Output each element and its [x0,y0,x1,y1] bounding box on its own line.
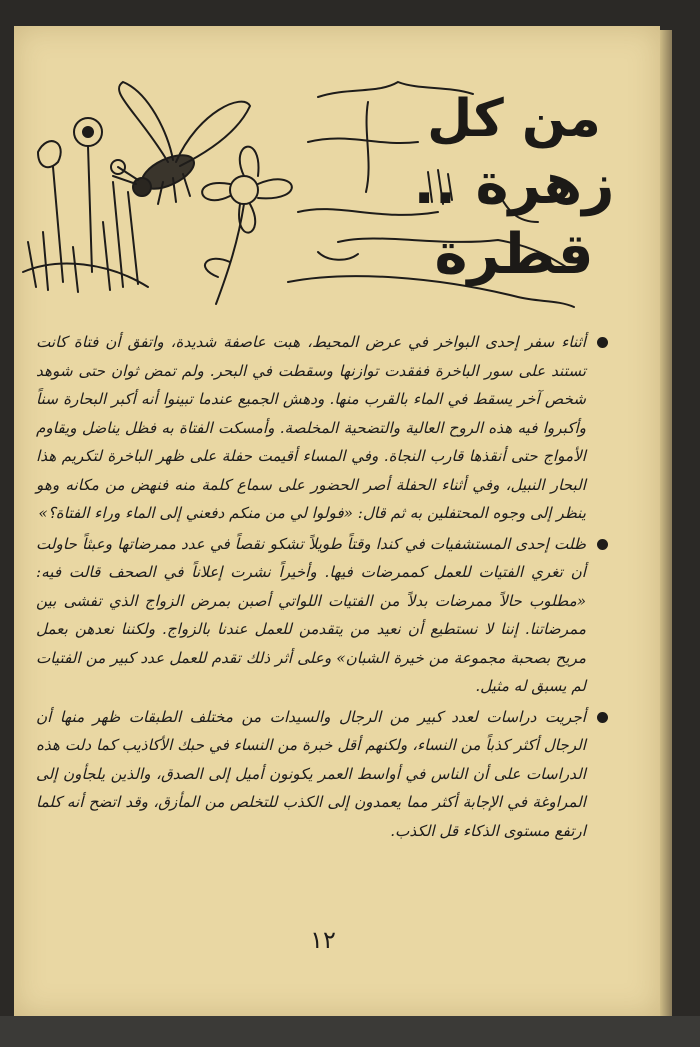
paragraph-text: ظلت إحدى المستشفيات في كندا وقتاً طويلاً تشكو نقصاً في عدد ممرضاتها وعبثاً حاولت أن تغري الفتيات للعمل كممرضات فيها. وأخيراً نشرت إعلاناً في الصحف قالت فيه: «مطلوب حالاً ممرضات بدلاً من الفتيات اللواتي أصبن بمرض الزواج الذي تفشى بين ممرضاتنا. إننا لا نستطيع أن نعيد من يتقدمن للعمل عندنا بالزواج. ولكننا نعدهن بعمل مريح بصحبة مجموعة من خيرة الشبان» وعلى أثر ذلك تقدم للعمل عدد كبير من الفتيات لم يسبق له مثيل. [36,534,586,695]
page-number: ١٢ [310,926,336,954]
bee-icon [113,82,250,204]
flower-icon [202,147,292,304]
paragraph-1 [36,328,608,528]
paragraph-2 [36,530,608,701]
bullet-icon [597,337,608,348]
paragraph-text: أجريت دراسات لعدد كبير من الرجال والسيدات من مختلف الطبقات ظهر منها أن الرجال أكثر كذباً من النساء، ولكنهم أقل خبرة من النساء في حبك الأكاذيب كما دلت هذه الدراسات على أن الناس في أواسط العمر يكونون أميل إلى الصدق، والذين يلجأون إلى المراوغة في الإجابة أكثر مما يعمدون إلى الكذب للتخلص من المأزق، وقد اتضح أنه كلما ارتفع مستوى الذكاء قل الكذب. [36,707,586,840]
page-edge [660,30,672,1020]
bullet-icon [597,539,608,550]
bullet-icon [597,712,608,723]
title-line-2: زهرة .. قطرة [413,152,615,287]
paragraph-text: أثناء سفر إحدى البواخر في عرض المحيط، هبت عاصفة شديدة، واتفق أن فتاة كانت تستند على سور الباخرة ففقدت توازنها وسقطت في البحر. ولم تمض ثوان حتى شوهد شخص آخر يسقط في الماء بالقرب منها. ودهش الجميع عندما تبينوا أنه أكبر البحارة سناً وأكبروا فيه هذه الروح العالية والتضحية المخلصة. وأمسكت الفتاة به فظل يناضل ويقاوم الأمواج حتى أنقذها قارب النجاة. وفي المساء أقيمت حفلة على ظهر الباخرة لتكريم هذا البحار النبيل، وفي أثناء الحفلة أصر الحضور على سماع كلمة منه فنهض من مكانه وهو ينظر إلى وجوه المحتفلين به ثم قال: «فولوا لي من منكم دفعني إلى الماء وراء الفتاة؟» [36,333,586,522]
wildflowers-icon [23,118,148,292]
article-title [394,88,634,290]
title-line-1: من كل [427,89,601,149]
scan-background [0,1016,700,1047]
paragraph-3 [36,703,608,846]
article-body [36,328,608,847]
